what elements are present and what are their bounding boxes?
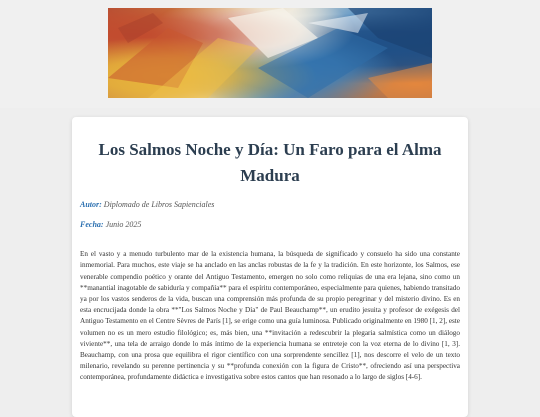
author-value: Diplomado de Libros Sapienciales (103, 200, 215, 209)
date-label: Fecha: (80, 220, 104, 229)
article-card (72, 117, 468, 417)
brush-strokes-overlay (108, 8, 432, 98)
abstract-painting-image (108, 8, 432, 98)
article-title: Los Salmos Noche y Día: Un Faro para el Alma Madura (98, 140, 442, 185)
author-label: Autor: (80, 200, 102, 209)
date-line (80, 220, 141, 230)
date-value: Junio 2025 (105, 220, 142, 229)
article-paragraph: En el vasto y a menudo turbulento mar de la existencia humana, la búsqueda de significado y consuelo ha sido una constante inmemorial. Para muchos, este viaje se ha anclado en las anclas robustas de la fe y la tradición. En este horizonte, los Salmos, ese venerable compendio poético y orante del Antiguo Testamento, emergen no solo como reliquias de una era lejana, sino como un **manantial inagotable de sabiduría y compañía** para el espíritu contemporáneo, especialmente para quienes, habiendo transitado ya por los vastos senderos de la vida, buscan una comprensión más profunda de su propio peregrinar y del misterio divino. Es en esta encrucijada donde la obra **"Los Salmos Noche y Día" de Paul Beauchamp**, un erudito jesuita y profesor de exégesis del Antiguo Testamento en el Centre Sèvres de París [1], se erige como una guía luminosa. Publicado originalmente en 1980 [1, 2], este volumen no es un mero estudio filológico; es, más bien, una **invitación a redescubrir la plegaria salmística como un diálogo viviente**, una tela de arraigo donde lo más íntimo de la experiencia humana se entreteje con la voz eterna de lo divino [1, 3]. Beauchamp, con una prosa que equilibra el rigor científico con una sorprendente sencillez [1], nos descorre el velo de un texto milenario, revelando su perenne pertinencia y su **profunda conexión con la figura de Cristo**, ofreciendo así una perspectiva contemporánea, profundamente didáctica e investigativa sobre estos cantos que han resonado a lo largo de siglos [4-6]. (80, 250, 460, 382)
author-line (80, 200, 214, 210)
